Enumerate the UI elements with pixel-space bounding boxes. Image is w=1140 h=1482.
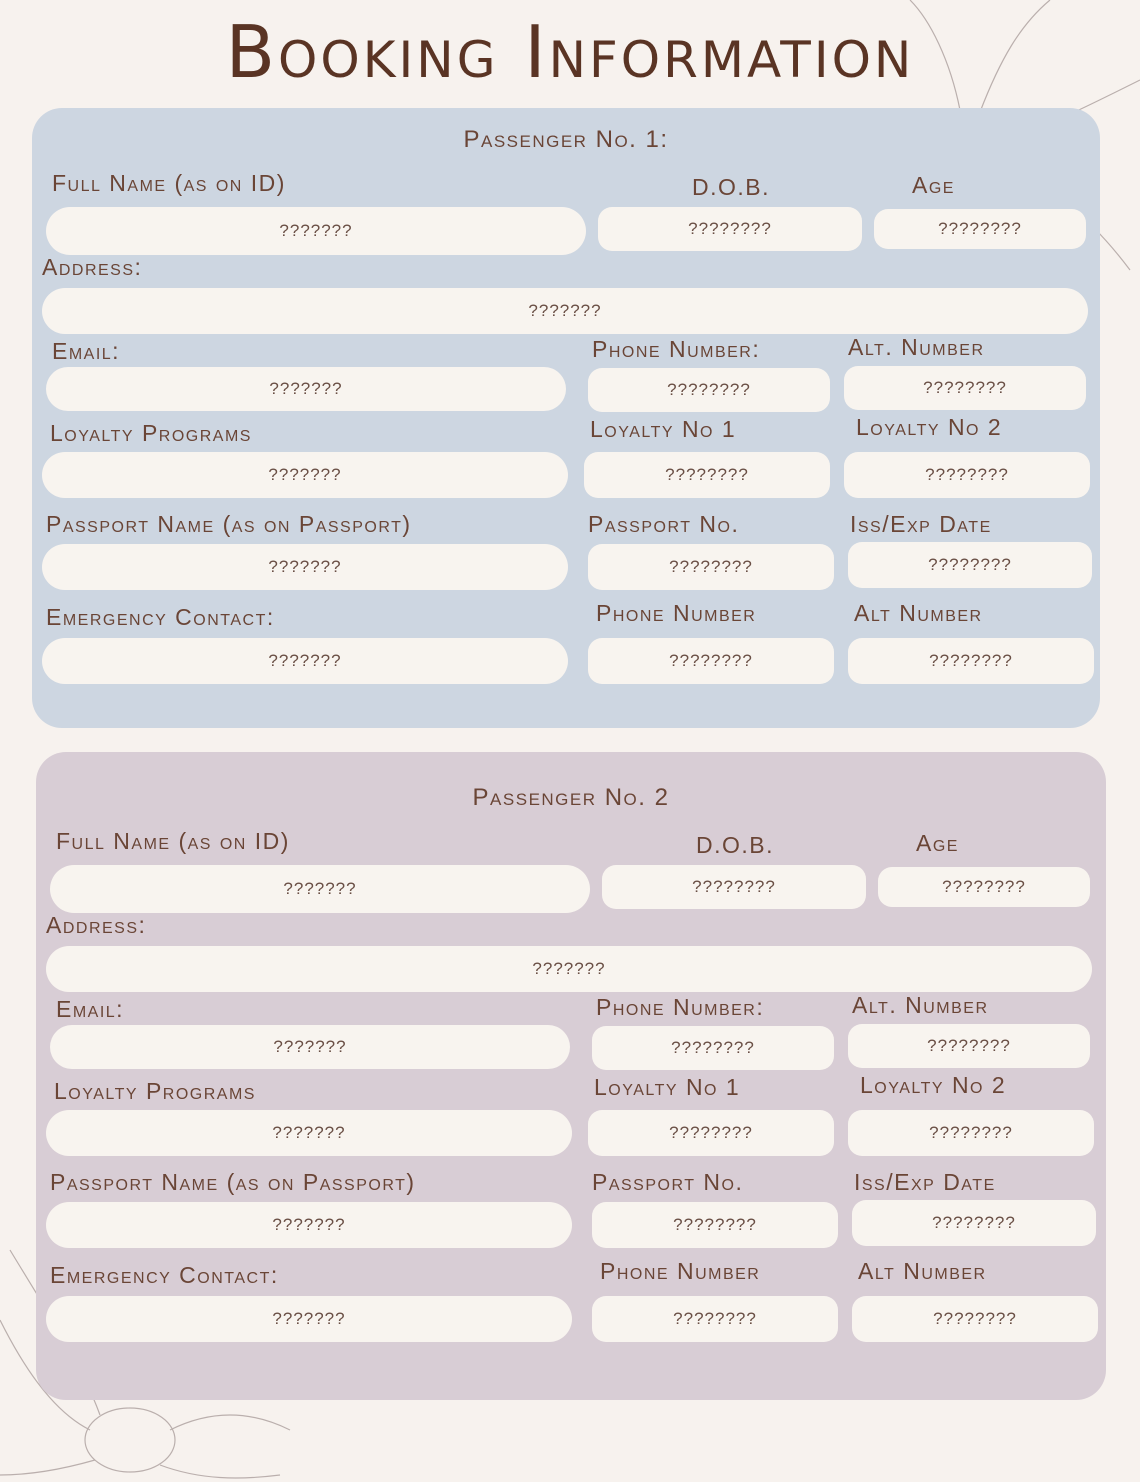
em-phone-field[interactable]: ???????? [588, 638, 834, 684]
loyalty2-field[interactable]: ???????? [848, 1110, 1094, 1156]
phone-label: Phone Number: [592, 336, 761, 362]
emergency-label: Emergency Contact: [46, 604, 275, 630]
email-label: Email: [52, 338, 121, 364]
iss-exp-label: Iss/Exp Date [854, 1169, 996, 1195]
phone-label: Phone Number: [596, 994, 765, 1020]
em-alt-field[interactable]: ???????? [852, 1296, 1098, 1342]
age-label: Age [916, 830, 959, 856]
dob-label: D.O.B. [696, 832, 775, 858]
address-field[interactable]: ??????? [46, 946, 1092, 992]
page-title: Booking Information [225, 10, 915, 94]
full-name-field[interactable]: ??????? [50, 865, 590, 913]
dob-label: D.O.B. [692, 174, 771, 200]
passport-no-field[interactable]: ???????? [592, 1202, 838, 1248]
email-label: Email: [56, 996, 125, 1022]
age-field[interactable]: ???????? [878, 867, 1090, 907]
loyalty1-field[interactable]: ???????? [584, 452, 830, 498]
em-alt-label: Alt Number [858, 1258, 987, 1284]
passport-no-field[interactable]: ???????? [588, 544, 834, 590]
loyalty-field[interactable]: ??????? [46, 1110, 572, 1156]
passport-no-label: Passport No. [592, 1169, 744, 1195]
em-alt-field[interactable]: ???????? [848, 638, 1094, 684]
phone-field[interactable]: ???????? [592, 1026, 834, 1070]
alt-field[interactable]: ???????? [844, 366, 1086, 410]
alt-label: Alt. Number [852, 992, 989, 1018]
full-name-label: Full Name (as on ID) [56, 828, 290, 854]
age-label: Age [912, 172, 955, 198]
loyalty1-field[interactable]: ???????? [588, 1110, 834, 1156]
loyalty2-label: Loyalty No 2 [856, 414, 1003, 440]
iss-exp-field[interactable]: ???????? [852, 1200, 1096, 1246]
loyalty1-label: Loyalty No 1 [594, 1074, 741, 1100]
em-phone-label: Phone Number [600, 1258, 761, 1284]
passport-name-field[interactable]: ??????? [46, 1202, 572, 1248]
dob-field[interactable]: ???????? [602, 865, 866, 909]
iss-exp-label: Iss/Exp Date [850, 511, 992, 537]
loyalty1-label: Loyalty No 1 [590, 416, 737, 442]
dob-field[interactable]: ???????? [598, 207, 862, 251]
loyalty-field[interactable]: ??????? [42, 452, 568, 498]
loyalty-label: Loyalty Programs [50, 420, 252, 446]
address-field[interactable]: ??????? [42, 288, 1088, 334]
alt-label: Alt. Number [848, 334, 985, 360]
passport-name-label: Passport Name (as on Passport) [50, 1169, 416, 1195]
em-phone-label: Phone Number [596, 600, 757, 626]
loyalty-label: Loyalty Programs [54, 1078, 256, 1104]
passport-no-label: Passport No. [588, 511, 740, 537]
phone-field[interactable]: ???????? [588, 368, 830, 412]
passenger-1-panel [32, 108, 1100, 728]
passport-name-label: Passport Name (as on Passport) [46, 511, 412, 537]
address-label: Address: [42, 254, 143, 280]
passenger-heading: Passenger No. 1: [463, 126, 669, 153]
em-alt-label: Alt Number [854, 600, 983, 626]
full-name-label: Full Name (as on ID) [52, 170, 286, 196]
iss-exp-field[interactable]: ???????? [848, 542, 1092, 588]
loyalty2-field[interactable]: ???????? [844, 452, 1090, 498]
email-field[interactable]: ??????? [46, 367, 566, 411]
full-name-field[interactable]: ??????? [46, 207, 586, 255]
email-field[interactable]: ??????? [50, 1025, 570, 1069]
passenger-heading: Passenger No. 2 [472, 784, 670, 811]
passport-name-field[interactable]: ??????? [42, 544, 568, 590]
emergency-label: Emergency Contact: [50, 1262, 279, 1288]
em-phone-field[interactable]: ???????? [592, 1296, 838, 1342]
loyalty2-label: Loyalty No 2 [860, 1072, 1007, 1098]
emergency-field[interactable]: ??????? [46, 1296, 572, 1342]
address-label: Address: [46, 912, 147, 938]
age-field[interactable]: ???????? [874, 209, 1086, 249]
passenger-2-panel [36, 752, 1106, 1400]
alt-field[interactable]: ???????? [848, 1024, 1090, 1068]
emergency-field[interactable]: ??????? [42, 638, 568, 684]
